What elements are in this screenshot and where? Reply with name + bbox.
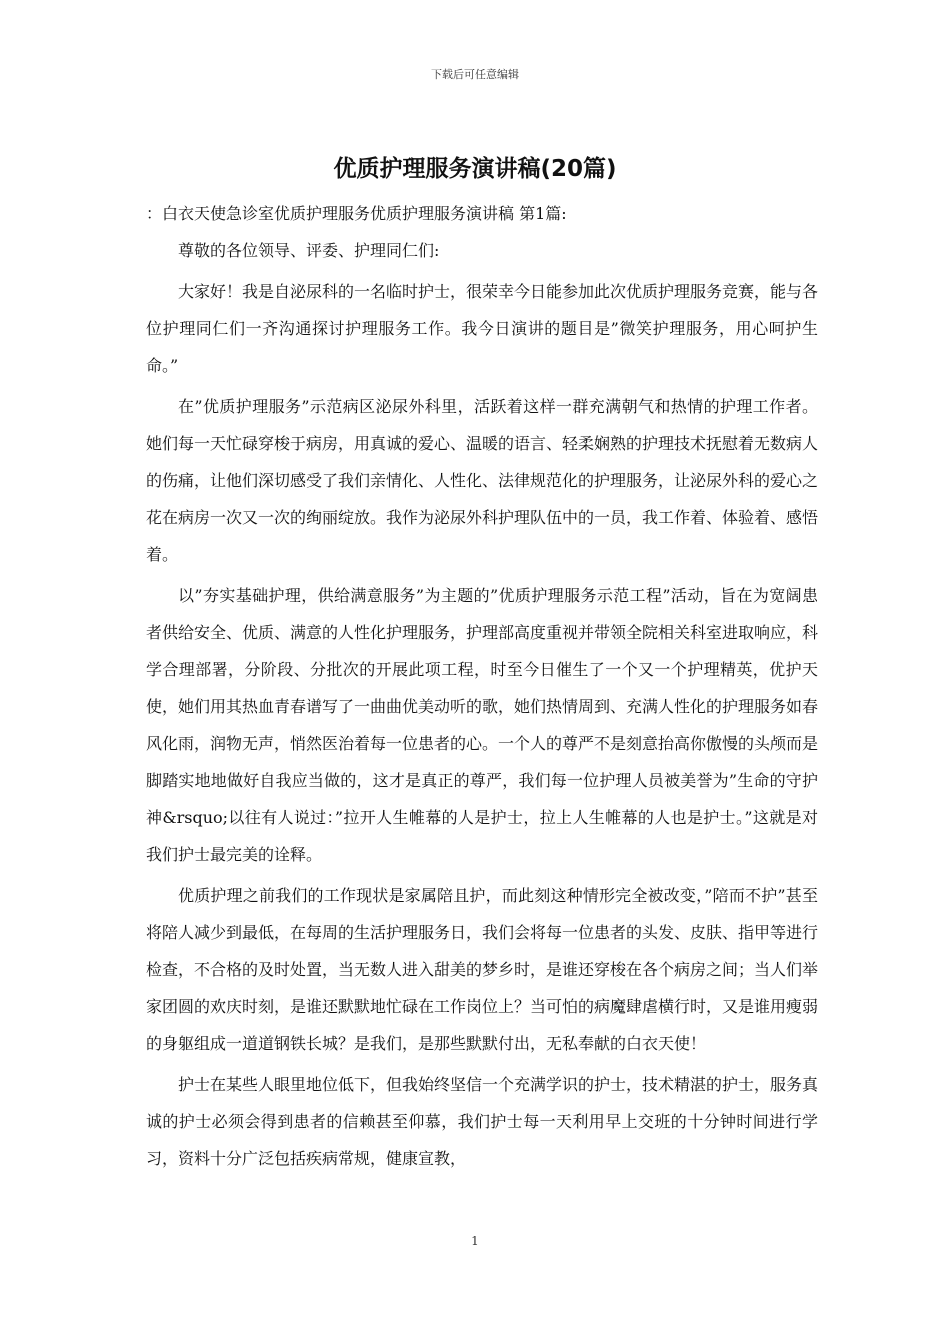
paragraph: 优质护理之前我们的工作现状是家属陪且护，而此刻这种情形完全被改变，”陪而不护”甚至将陪人减少到最低，在每周的生活护理服务日，我们会将每一位患者的头发、皮肤、指甲等进行检查，不合格的及时处置，当无数人进入甜美的梦乡时，是谁还穿梭在各个病房之间；当人们举家团圆的欢庆时刻，是谁还默默地忙碌在工作岗位上？当可怕的病魔肆虐横行时，又是谁用瘦弱的身躯组成一道道钢铁长城？是我们，是那些默默付出，无私奉献的白衣天使！ — [146, 886, 819, 1053]
paragraph: 大家好！我是自泌尿科的一名临时护士，很荣幸今日能参加此次优质护理服务竞赛，能与各位护理同仁们一齐沟通探讨护理服务工作。我今日演讲的题目是”微笑护理服务，用心呵护生命。” — [146, 282, 819, 375]
paragraph: 护士在某些人眼里地位低下，但我始终坚信一个充满学识的护士，技术精湛的护士，服务真诚的护士必须会得到患者的信赖甚至仰慕，我们护士每一天利用早上交班的十分钟时间进行学习，资料十分广泛包括疾病常规，健康宣教， — [146, 1075, 819, 1168]
paragraph: 在”优质护理服务”示范病区泌尿外科里，活跃着这样一群充满朝气和热情的护理工作者。她们每一天忙碌穿梭于病房，用真诚的爱心、温暖的语言、轻柔娴熟的护理技术抚慰着无数病人的伤痛，让他们深切感受了我们亲情化、人性化、法律规范化的护理服务，让泌尿外科的爱心之花在病房一次又一次的绚丽绽放。我作为泌尿外科护理队伍中的一员，我工作着、体验着、感悟着。 — [146, 397, 819, 564]
document-body — [146, 228, 818, 1177]
page-header: 下载后可任意编辑 — [431, 68, 519, 81]
paragraph-greeting: 尊敬的各位领导、评委、护理同仁们: — [178, 241, 440, 260]
intro-line: ：白衣天使急诊室优质护理服务优质护理服务演讲稿 第1篇: — [146, 204, 567, 223]
paragraph: 以”夯实基础护理，供给满意服务”为主题的”优质护理服务示范工程”活动，旨在为宽阔患者供给安全、优质、满意的人性化护理服务，护理部高度重视并带领全院相关科室进取响应，科学合理部署，分阶段、分批次的开展此项工程，时至今日催生了一个又一个护理精英，优护天使，她们用其热血青春谱写了一曲曲优美动听的歌，她们热情周到、充满人性化的护理服务如春风化雨，润物无声，悄然医治着每一位患者的心。一个人的尊严不是刻意抬高你傲慢的头颅而是脚踏实地地做好自我应当做的，这才是真正的尊严，我们每一位护理人员被美誉为”生命的守护神&rsquo;以往有人说过：”拉开人生帷幕的人是护士，拉上人生帷幕的人也是护士。”这就是对我们护士最完美的诠释。 — [146, 586, 819, 864]
page-number: 1 — [471, 1234, 479, 1248]
document-title: 优质护理服务演讲稿(20篇) — [333, 156, 617, 182]
